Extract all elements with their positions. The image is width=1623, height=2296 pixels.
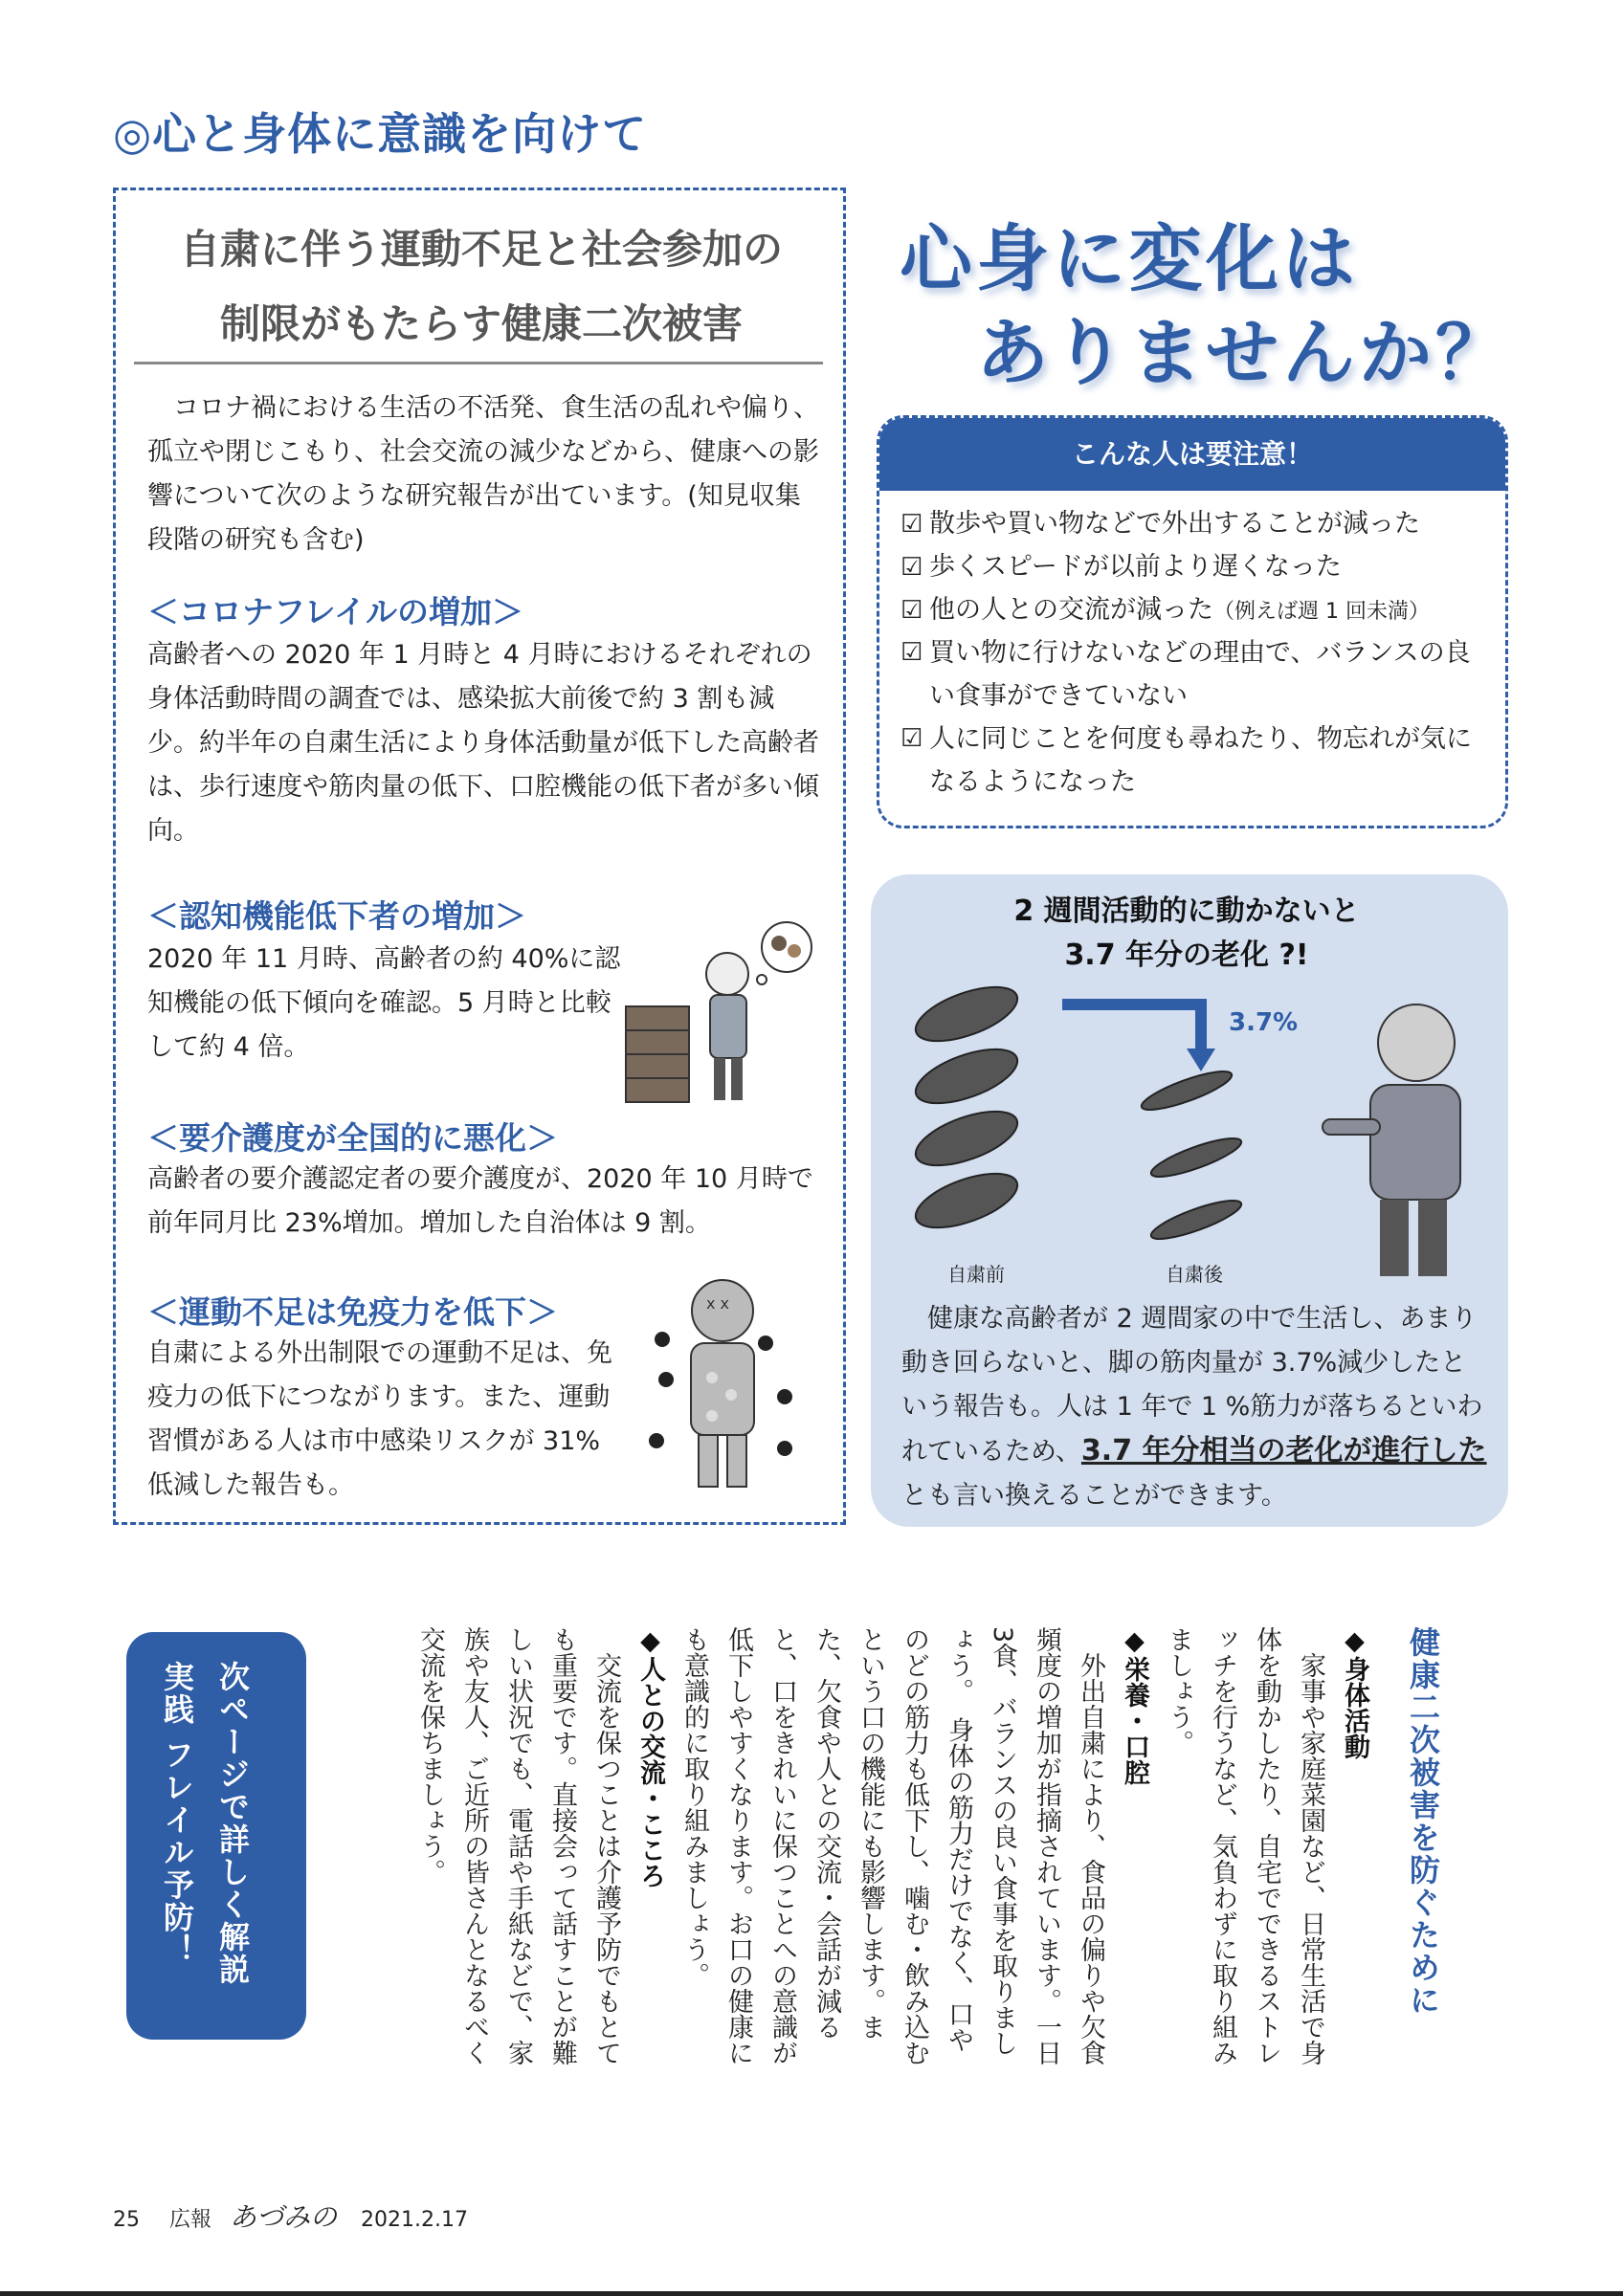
prevention-heading: ◆身体活動 — [1340, 1626, 1369, 1759]
checklist-item — [900, 718, 1494, 804]
caution-title: こんな人は要注意！ — [879, 418, 1505, 491]
section-heading: ◎心と身体に意識を向けて — [113, 108, 648, 160]
checkbox-icon: ☑ — [900, 638, 923, 667]
checklist-item — [900, 631, 1494, 718]
muscle-loss-illustration — [909, 985, 1483, 1292]
germ-person-illustration — [632, 1272, 813, 1492]
aging-title — [900, 890, 1474, 978]
prevention-text: 外出自粛により、食品の偏りや欠食頻度の増加が指摘されています。一日3食、バランスの良い食事を取りましょう。 身体の筋力だけでなく、口やのどの筋力も低下し、噛む・飲み込むという口の機能にも影響します。また、欠食や人との交流・会話が減ると、口をきれいに保つことへの意識が低下しやすくなります。お口の健康にも意識的に取り組みましょう。 — [679, 1626, 1105, 2065]
section-heading-care-level: ＜要介護度が全国的に悪化＞ — [147, 1119, 558, 1157]
checklist-item-text: 他の人との交流が減った — [929, 595, 1213, 625]
intro-text: コロナ禍における生活の不活発、食生活の乱れや偏り、孤立や閉じこもり、社会交流の減少などから、健康への影響について次のような研究報告が出ています。(知見収集段階の研究も含む) — [147, 393, 819, 555]
checkbox-icon: ☑ — [900, 553, 923, 582]
checklist-item — [900, 588, 1494, 633]
title-line-1: 自粛に伴う運動不足と社会参加の — [179, 226, 783, 273]
prevention-text: 交流を保つことは介護予防でもとても重要です。直接会って話すことが難しい状況でも、電話や手紙などで、家族や友人、ご近所の皆さんとなるべく交流を保ちましょう。 — [415, 1626, 621, 2065]
prevention-title: 健康二次被害を防ぐために — [1405, 1626, 1441, 2017]
prevention-section — [335, 1626, 1445, 2076]
magazine-name: あづみの — [230, 2201, 338, 2233]
section-text-care-level: 高齢者の要介護認定者の要介護度が、2020 年 10 月時で前年同月比 23%増加。増加した自治体は 9 割。 — [147, 1164, 813, 1238]
prevention-text: 家事や家庭菜園など、日常生活で身体を動かしたり、自宅でできるストレッチを行うなど、気負わずに取り組みましょう。 — [1164, 1626, 1325, 2065]
checklist-item-text: 人に同じことを何度も尋ねたり、物忘れが気になるようになった — [929, 724, 1472, 797]
aging-title-line-2: 3.7 年分の老化 ?! — [1064, 938, 1309, 972]
section-text-immunity: 自粛による外出制限での運動不足は、免疫力の低下につながります。また、運動習慣がある人は市中感染リスクが 31%低減した報告も。 — [147, 1338, 612, 1500]
next-page-line-1: 次ページで詳しく解説 — [214, 1661, 251, 1986]
svg-text:x x: x x — [706, 1294, 730, 1313]
checklist-item-text: 歩くスピードが以前より遅くなった — [929, 552, 1342, 582]
checkbox-icon: ☑ — [900, 596, 923, 625]
aging-title-line-1: 2 週間活動的に動かないと — [1013, 894, 1360, 928]
section-text-corona-frail: 高齢者への 2020 年 1 月時と 4 月時におけるそれぞれの身体活動時間の調査では、感染拡大前後で約 3 割も減少。約半年の自粛生活により身体活動量が低下した高齢者は、歩行速度や筋肉量の低下、口腔機能の低下者が多い傾向。 — [147, 640, 819, 846]
checkbox-icon: ☑ — [900, 510, 923, 539]
section-text-cognitive: 2020 年 11 月時、高齢者の約 40%に認知機能の低下傾向を確認。5 月時と比較して約 4 倍。 — [147, 944, 621, 1062]
issue-date: 2021.2.17 — [361, 2208, 468, 2232]
aging-text-part: 健康な高齢者が 2 週間家の中で生活し、あまり動き回らないと、脚の筋肉量が 3.7%減少したという報告も。人は 1 年で 1 %筋力が落ちるといわれているため、 — [901, 1304, 1483, 1467]
footer-rule — [0, 2291, 1623, 2296]
checklist-item-note: （例えば週 1 回未満） — [1213, 600, 1430, 624]
next-page-line-2: 実践 フレイル予防！ — [159, 1661, 195, 1967]
headline-line-2: ありませんか？ — [976, 310, 1512, 395]
prevention-heading: ◆栄養・口腔 — [1120, 1626, 1149, 1785]
checklist-item-text: 散歩や買い物などで外出することが減った — [929, 509, 1420, 539]
page-footer — [113, 2197, 468, 2235]
aging-text-emphasis: 3.7 年分相当の老化が進行した — [1080, 1434, 1487, 1468]
after-label: 自粛後 — [1166, 1263, 1223, 1286]
page-number: 25 — [113, 2208, 140, 2232]
footer-label: 広報 — [169, 2208, 212, 2232]
prevention-heading: ◆人との交流・こころ — [635, 1626, 665, 1888]
title-line-2: 制限がもたらす健康二次被害 — [219, 300, 743, 347]
research-box-title — [144, 212, 819, 362]
aging-text — [901, 1297, 1487, 1518]
confused-elder-illustration — [620, 918, 821, 1110]
section-heading-corona-frail: ＜コロナフレイルの増加＞ — [147, 593, 524, 630]
before-label: 自粛前 — [947, 1263, 1005, 1286]
checkbox-icon: ☑ — [900, 724, 923, 753]
checklist-item — [900, 545, 1494, 589]
section-heading-cognitive: ＜認知機能低下者の増加＞ — [147, 897, 526, 935]
caution-checklist — [877, 415, 1508, 828]
percent-label: 3.7% — [1229, 1008, 1299, 1037]
headline-line-1: 心身に変化は — [900, 216, 1359, 301]
checklist-item — [900, 502, 1494, 546]
section-heading-immunity: ＜運動不足は免疫力を低下＞ — [147, 1293, 558, 1331]
checklist-item-text: 買い物に行けないなどの理由で、バランスの良い食事ができていない — [929, 638, 1471, 711]
title-divider — [134, 362, 823, 364]
next-page-text — [149, 1661, 260, 2024]
aging-text-part: とも言い換えることができます。 — [901, 1481, 1287, 1511]
